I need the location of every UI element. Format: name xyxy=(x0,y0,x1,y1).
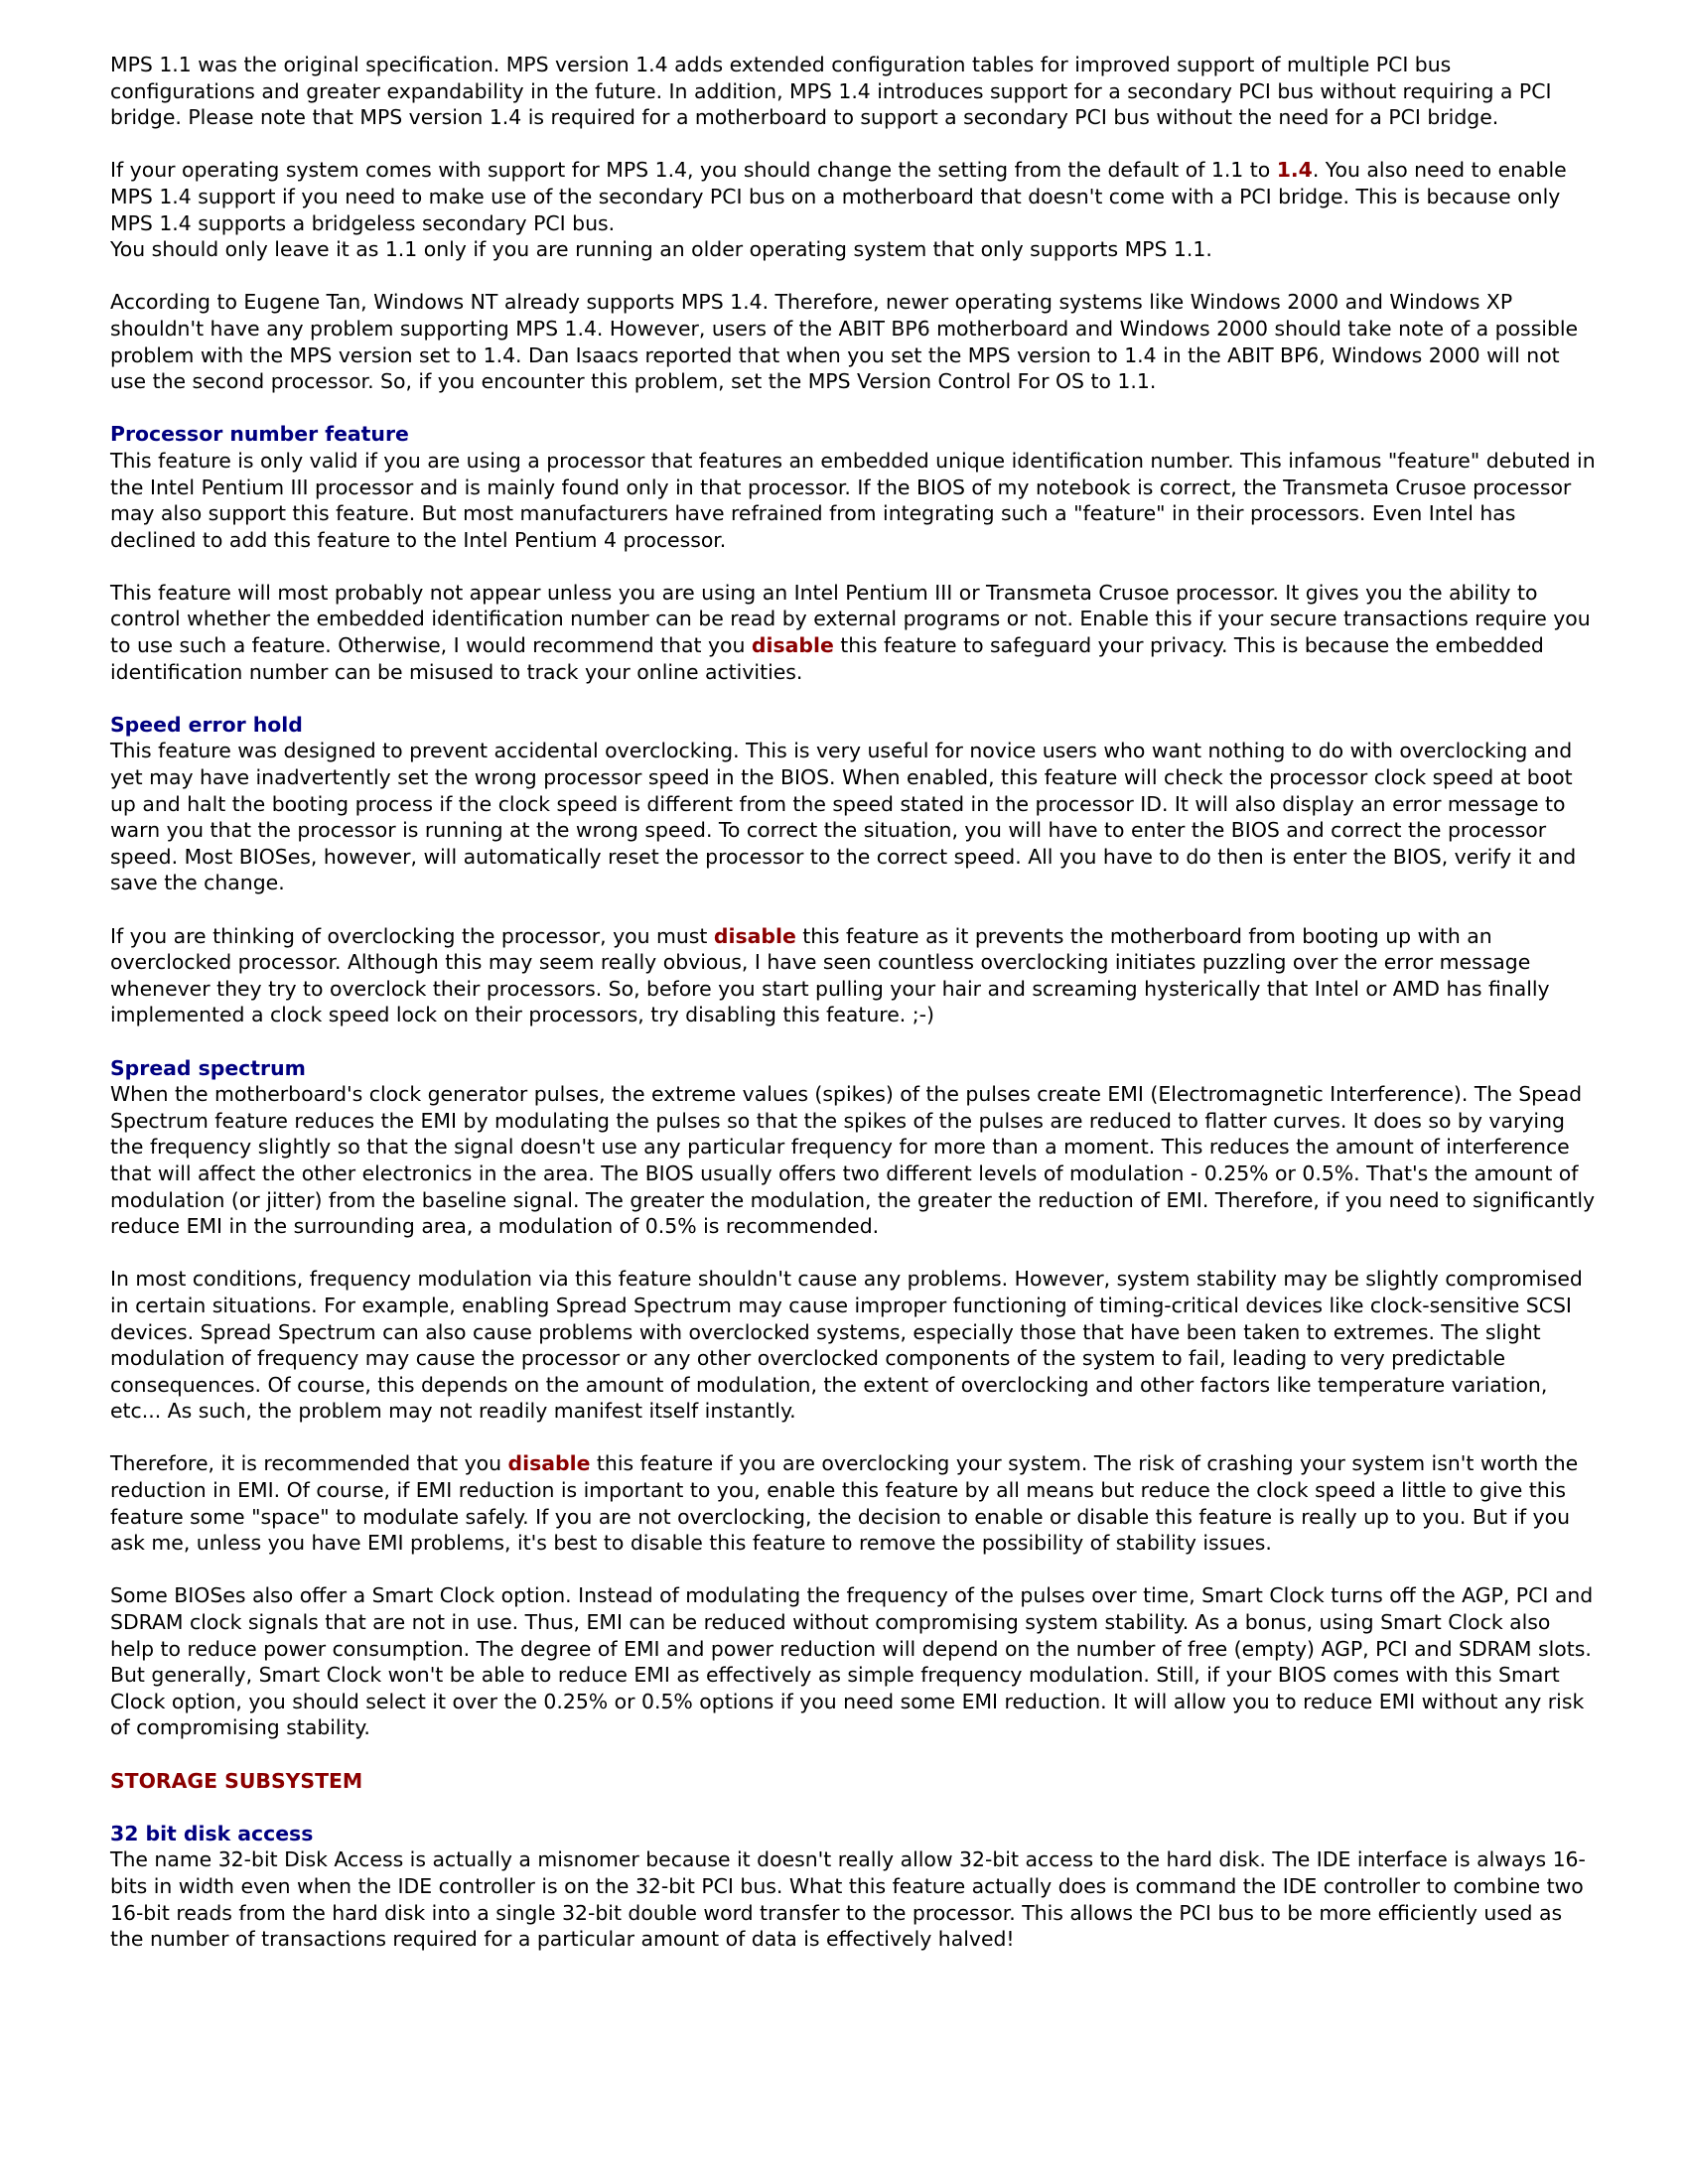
section-heading-32-bit-disk-access: 32 bit disk access xyxy=(110,1821,314,1845)
speed-error-paragraph-2-text-b: this feature as it prevents the motherboard from booting up with an overclocked processor. Although this may seem really obvious, I have seen countless overclocking initiates puzzling over the error message whenever they try to overclock their processors. So, before you start pulling your hair and screaming hysterically that Intel or AMD has finally implemented a clock speed lock on their processors, try disabling this feature. ;-) xyxy=(110,923,1550,1027)
processor-number-recommendation: disable xyxy=(751,633,834,658)
speed-error-recommendation: disable xyxy=(713,923,796,948)
processor-number-paragraph-2 xyxy=(110,580,1600,685)
spread-spectrum-recommendation: disable xyxy=(507,1451,591,1476)
processor-number-paragraph-2-text-a: This feature will most probably not appear unless you are using an Intel Pentium III or Transmeta Crusoe processor. It gives you the ability to control whether the embedded identification number can be read by external programs or not. Enable this if your secure transactions require you to use such a feature. Otherwise, I would recommend that you xyxy=(110,580,1591,658)
disk-access-paragraph-1: The name 32-bit Disk Access is actually a misnomer because it doesn't really allow 32-bit access to the hard disk. The IDE interface is always 16-bits in width even when the IDE controller is on the 32-bit PCI bus. What this feature actually does is command the IDE controller to combine two 16-bit reads from the hard disk into a single 32-bit double word transfer to the processor. This allows the PCI bus to be more efficiently used as the number of transactions required for a particular amount of data is effectively halved! xyxy=(110,1847,1586,1952)
speed-error-paragraph-1: This feature was designed to prevent accidental overclocking. This is very useful for novice users who want nothing to do with overclocking and yet may have inadvertently set the wrong processor speed in the BIOS. When enabled, this feature will check the processor clock speed at boot up and halt the booting process if the clock speed is different from the speed stated in the processor ID. It will also display an error message to warn you that the processor is running at the wrong speed. To correct the situation, you will have to enter the BIOS and correct the processor speed. Most BIOSes, however, will automatically reset the processor to the correct speed. All you have to do then is enter the BIOS, verify it and save the change. xyxy=(110,739,1577,895)
section-heading-spread-spectrum: Spread spectrum xyxy=(110,1055,306,1080)
spread-spectrum-paragraph-4: Some BIOSes also offer a Smart Clock option. Instead of modulating the frequency of the pulses over time, Smart Clock turns off the AGP, PCI and SDRAM clock signals that are not in use. Thus, EMI can be reduced without compromising system stability. As a bonus, using Smart Clock also help to reduce power consumption. The degree of EMI and power reduction will depend on the number of free (empty) AGP, PCI and SDRAM slots. But generally, Smart Clock won't be able to reduce EMI as effectively as simple frequency modulation. Still, if your BIOS comes with this Smart Clock option, you should select it over the 0.25% or 0.5% options if you need some EMI reduction. It will allow you to reduce EMI without any risk of compromising stability. xyxy=(110,1583,1594,1740)
spread-spectrum-paragraph-3-text-b: this feature if you are overclocking your system. The risk of crashing your system isn't worth the reduction in EMI. Of course, if EMI reduction is important to you, enable this feature by all means but reduce the clock speed a little to give this feature some "space" to modulate safely. If you are not overclocking, the decision to enable or disable this feature is really up to you. But if you ask me, unless you have EMI problems, it's best to disable this feature to remove the possibility of stability issues. xyxy=(110,1451,1579,1556)
mps-paragraph-1: MPS 1.1 was the original specification. MPS version 1.4 adds extended configuration tables for improved support of multiple PCI bus configurations and greater expandability in the future. In addition, MPS 1.4 introduces support for a secondary PCI bus without requiring a PCI bridge. Please note that MPS version 1.4 is required for a motherboard to support a secondary PCI bus without the need for a PCI bridge. xyxy=(110,53,1552,130)
spread-spectrum-paragraph-3-text-a: Therefore, it is recommended that you xyxy=(110,1451,508,1476)
processor-number-paragraph-2-text-b: this feature to safeguard your privacy. This is because the embedded identification number can be misused to track your online activities. xyxy=(110,633,1544,684)
mps-paragraph-3: According to Eugene Tan, Windows NT already supports MPS 1.4. Therefore, newer operating systems like Windows 2000 and Windows XP shouldn't have any problem supporting MPS 1.4. However, users of the ABIT BP6 motherboard and Windows 2000 should take note of a possible problem with the MPS version set to 1.4. Dan Isaacs reported that when you set the MPS version to 1.4 in the ABIT BP6, Windows 2000 will not use the second processor. So, if you encounter this problem, set the MPS Version Control For OS to 1.1. xyxy=(110,290,1579,394)
section-heading-storage-subsystem: STORAGE SUBSYSTEM xyxy=(110,1768,363,1793)
speed-error-paragraph-2-text-a: If you are thinking of overclocking the processor, you must xyxy=(110,923,714,948)
speed-error-paragraph-2 xyxy=(110,923,1600,1028)
mps-paragraph-2-text-c: You should only leave it as 1.1 only if you are running an older operating system that only supports MPS 1.1. xyxy=(110,237,1212,262)
section-heading-speed-error-hold: Speed error hold xyxy=(110,712,303,737)
section-heading-processor-number: Processor number feature xyxy=(110,422,409,447)
document-page xyxy=(110,52,1600,1953)
mps-paragraph-2-text-b: . You also need to enable MPS 1.4 support if you need to make use of the secondary PCI bus on a motherboard that doesn't come with a PCI bridge. This is because only MPS 1.4 supports a bridgeless secondary PCI bus. xyxy=(110,158,1567,235)
mps-recommended-value: 1.4 xyxy=(1276,158,1313,183)
spread-spectrum-paragraph-1: When the motherboard's clock generator pulses, the extreme values (spikes) of the pulses create EMI (Electromagnetic Interference). The Spead Spectrum feature reduces the EMI by modulating the pulses so that the spikes of the pulses are reduced to flatter curves. It does so by varying the frequency slightly so that the signal doesn't use any particular frequency for more than a moment. This reduces the amount of interference that will affect the other electronics in the area. The BIOS usually offers two different levels of modulation - 0.25% or 0.5%. That's the amount of modulation (or jitter) from the baseline signal. The greater the modulation, the greater the reduction of EMI. Therefore, if you need to significantly reduce EMI in the surrounding area, a modulation of 0.5% is recommended. xyxy=(110,1082,1596,1239)
spread-spectrum-paragraph-2: In most conditions, frequency modulation via this feature shouldn't cause any problems. However, system stability may be slightly compromised in certain situations. For example, enabling Spread Spectrum may cause improper functioning of timing-critical devices like clock-sensitive SCSI devices. Spread Spectrum can also cause problems with overclocked systems, especially those that have been taken to extremes. The slight modulation of frequency may cause the processor or any other overclocked components of the system to fail, leading to very predictable consequences. Of course, this depends on the amount of modulation, the extent of overclocking and other factors like temperature variation, etc... As such, the problem may not readily manifest itself instantly. xyxy=(110,1267,1583,1424)
spread-spectrum-paragraph-3 xyxy=(110,1450,1600,1556)
processor-number-paragraph-1: This feature is only valid if you are using a processor that features an embedded unique identification number. This infamous "feature" debuted in the Intel Pentium III processor and is mainly found only in that processor. If the BIOS of my notebook is correct, the Transmeta Crusoe processor may also support this feature. But most manufacturers have refrained from integrating such a "feature" in their processors. Even Intel has declined to add this feature to the Intel Pentium 4 processor. xyxy=(110,448,1596,552)
mps-paragraph-2 xyxy=(110,157,1600,262)
mps-paragraph-2-text-a: If your operating system comes with support for MPS 1.4, you should change the setting from the default of 1.1 to xyxy=(110,158,1277,183)
